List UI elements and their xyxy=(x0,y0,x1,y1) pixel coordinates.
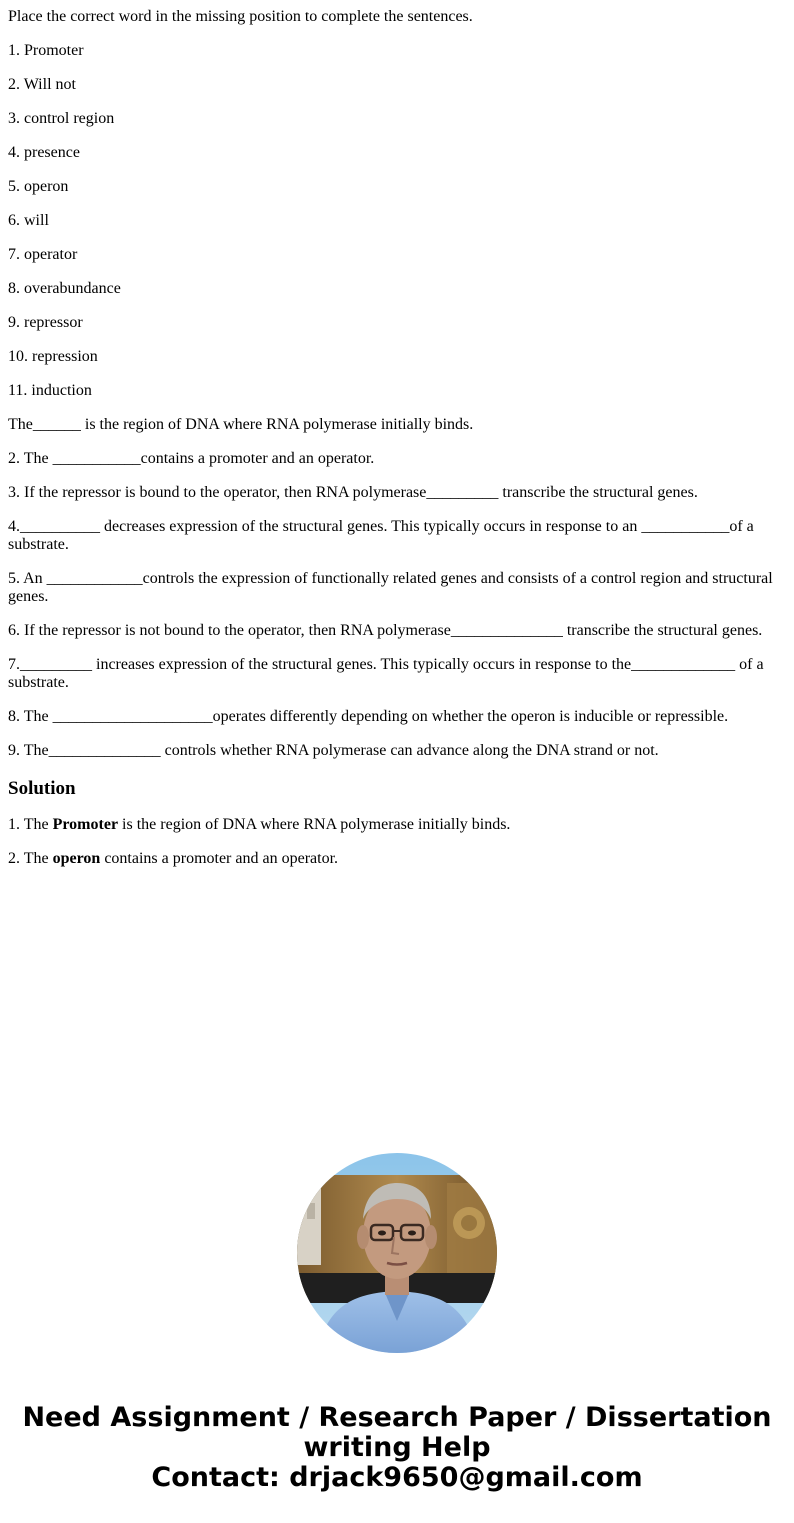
answer-suffix: contains a promoter and an operator. xyxy=(100,850,339,867)
instructions: Place the correct word in the missing position to complete the sentences. xyxy=(8,8,473,25)
answer-term: Promoter xyxy=(52,816,119,833)
sentence: 8. The ____________________operates differently depending on whether the operon is inducible or repressible. xyxy=(8,708,729,725)
solution-answer xyxy=(8,850,786,868)
word-bank-item: 2. Will not xyxy=(8,76,76,93)
answer-prefix: 2. The xyxy=(8,850,53,867)
word-bank-item: 7. operator xyxy=(8,246,78,263)
sentence: 3. If the repressor is bound to the operator, then RNA polymerase_________ transcribe the structural genes. xyxy=(8,484,698,501)
word-bank-item: 3. control region xyxy=(8,110,115,127)
sentence: 9. The______________ controls whether RNA polymerase can advance along the DNA strand or not. xyxy=(8,742,659,759)
sentence: 5. An ____________controls the expression of functionally related genes and consists of a control region and structural genes. xyxy=(8,570,773,605)
sentence: 4.__________ decreases expression of the structural genes. This typically occurs in response to an ___________of a substrate. xyxy=(8,518,754,553)
answer-term: operon xyxy=(52,850,101,867)
avatar xyxy=(297,1153,497,1353)
solution-heading: Solution xyxy=(8,778,76,799)
document-content xyxy=(8,0,786,884)
solution-answer xyxy=(8,816,786,834)
word-bank-item: 8. overabundance xyxy=(8,280,121,297)
answer-prefix: 1. The xyxy=(8,816,53,833)
banner-line: Need Assignment / Research Paper / Dissertation xyxy=(22,1402,772,1433)
banner-line: writing Help xyxy=(303,1432,491,1463)
word-bank xyxy=(8,42,786,400)
sentence: 2. The ___________contains a promoter and an operator. xyxy=(8,450,375,467)
word-bank-item: 6. will xyxy=(8,212,49,229)
word-bank-item: 10. repression xyxy=(8,348,98,365)
portrait-photo xyxy=(297,1153,497,1353)
word-bank-item: 5. operon xyxy=(8,178,69,195)
contact-email: Contact: drjack9650@gmail.com xyxy=(151,1462,643,1493)
word-bank-item: 4. presence xyxy=(8,144,80,161)
sentence-list xyxy=(8,416,786,760)
word-bank-item: 9. repressor xyxy=(8,314,83,331)
word-bank-item: 11. induction xyxy=(8,382,92,399)
sentence: 6. If the repressor is not bound to the operator, then RNA polymerase______________ transcribe the structural genes. xyxy=(8,622,763,639)
word-bank-item: 1. Promoter xyxy=(8,42,84,59)
answer-suffix: is the region of DNA where RNA polymerase initially binds. xyxy=(118,816,511,833)
sentence: The______ is the region of DNA where RNA polymerase initially binds. xyxy=(8,416,474,433)
assignment-help-banner xyxy=(0,1403,794,1493)
sentence: 7._________ increases expression of the structural genes. This typically occurs in response to the_____________ of a substrate. xyxy=(8,656,764,691)
